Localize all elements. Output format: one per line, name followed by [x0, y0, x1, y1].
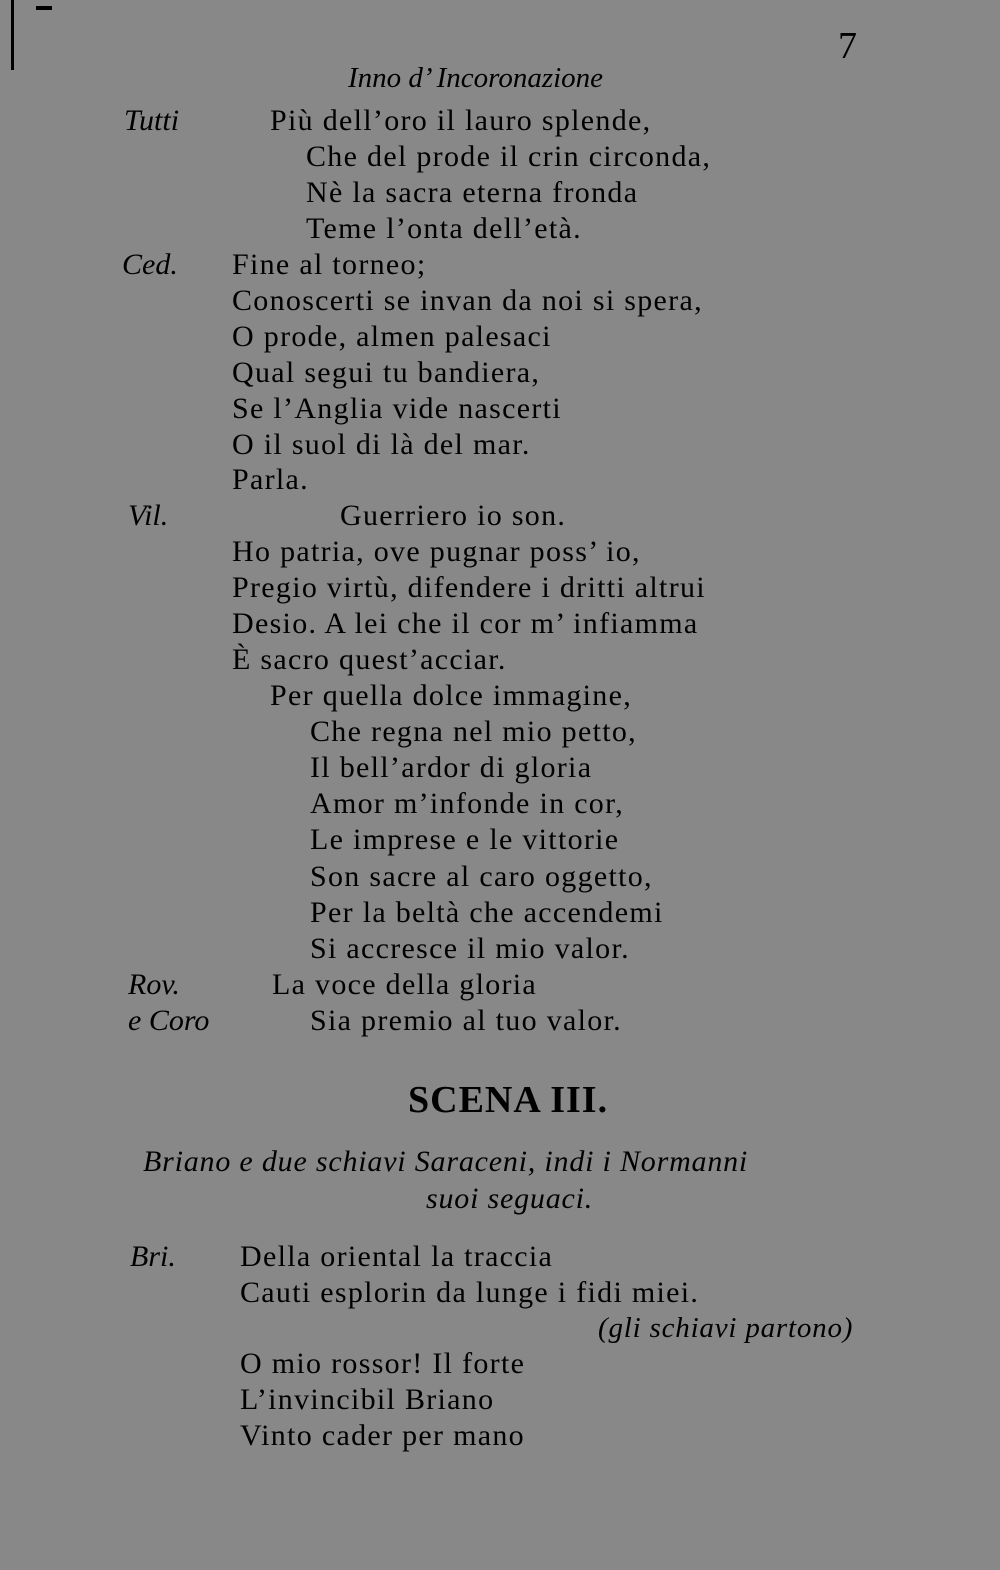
speaker-bri: Bri.: [130, 1240, 176, 1273]
verse-line: Per quella dolce immagine,: [270, 679, 633, 712]
running-header: Inno d’ Incoronazione: [348, 62, 604, 94]
speaker-ced: Ced.: [122, 248, 178, 281]
page-edge-mark: [36, 6, 52, 10]
verse-line: Pregio virtù, difendere i dritti altrui: [232, 571, 706, 604]
verse-line: L’invincibil Briano: [240, 1383, 495, 1416]
verse-line: Desio. A lei che il cor m’ infiamma: [232, 607, 699, 640]
verse-line: Parla.: [232, 463, 309, 496]
verse-line: Cauti esplorin da lunge i fidi miei.: [240, 1276, 700, 1309]
verse-line: O il suol di là del mar.: [232, 428, 531, 461]
verse-line: Se l’Anglia vide nascerti: [232, 392, 562, 425]
verse-line: Nè la sacra eterna fronda: [306, 176, 639, 209]
verse-line: Che del prode il crin circonda,: [306, 140, 712, 173]
verse-line: Qual segui tu bandiera,: [232, 356, 541, 389]
verse-line: Per la beltà che accendemi: [310, 896, 664, 929]
verse-line: Ho patria, ove pugnar poss’ io,: [232, 535, 641, 568]
verse-line: Conoscerti se invan da noi si spera,: [232, 284, 703, 317]
verse-line: Guerriero io son.: [340, 499, 567, 532]
scene-description: suoi seguaci.: [426, 1182, 594, 1215]
verse-line: O prode, almen palesaci: [232, 320, 552, 353]
scene-description: Briano e due schiavi Saraceni, indi i Normanni: [143, 1145, 749, 1178]
verse-line: Più dell’oro il lauro splende,: [270, 104, 652, 137]
speaker-rov: Rov.: [128, 968, 180, 1001]
verse-line: Che regna nel mio petto,: [310, 715, 637, 748]
verse-line: Amor m’infonde in cor,: [310, 787, 624, 820]
verse-line: O mio rossor! Il forte: [240, 1347, 526, 1380]
verse-line: La voce della gloria: [272, 968, 538, 1001]
verse-line: Fine al torneo;: [232, 248, 427, 281]
page-number: 7: [838, 25, 857, 67]
speaker-vil: Vil.: [128, 499, 169, 532]
page-edge-line: [11, 0, 14, 70]
verse-line: Della oriental la traccia: [240, 1240, 554, 1273]
scene-title: SCENA III.: [408, 1079, 609, 1121]
stage-direction: (gli schiavi partono): [598, 1312, 854, 1344]
verse-line: Vinto cader per mano: [240, 1419, 525, 1452]
verse-line: Teme l’onta dell’età.: [306, 212, 582, 245]
speaker-tutti: Tutti: [124, 104, 180, 137]
verse-line: Il bell’ardor di gloria: [310, 751, 593, 784]
verse-line: Son sacre al caro oggetto,: [310, 860, 653, 893]
verse-line: Sia premio al tuo valor.: [310, 1004, 622, 1037]
verse-line: È sacro quest’acciar.: [232, 643, 507, 676]
verse-line: Le imprese e le vittorie: [310, 823, 620, 856]
speaker-coro: e Coro: [128, 1004, 210, 1037]
verse-line: Si accresce il mio valor.: [310, 932, 630, 965]
